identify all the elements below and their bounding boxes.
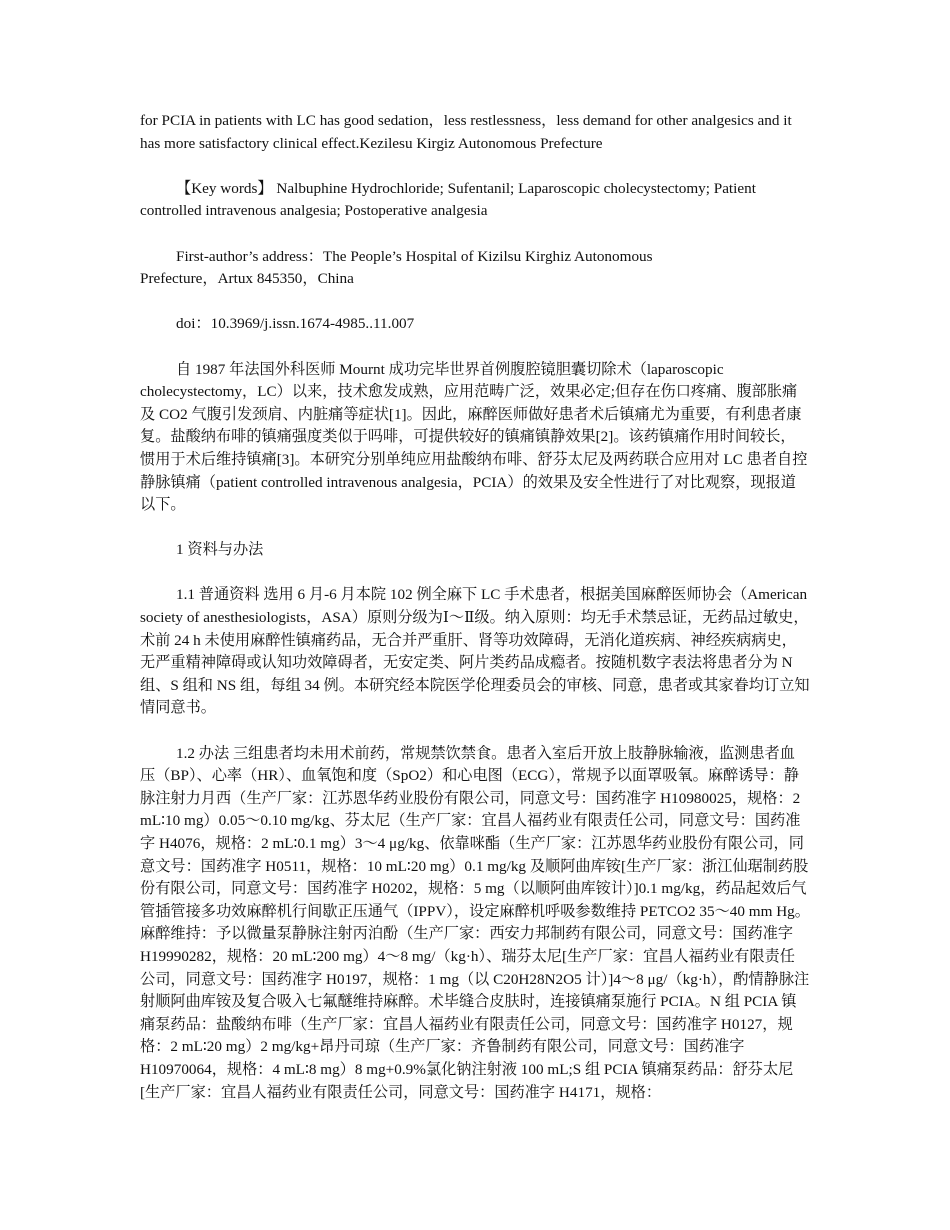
author-address-line-1: First-author’s address：The People’s Hospital of Kizilsu Kirghiz Autonomous — [176, 247, 653, 265]
introduction-paragraph: 自 1987 年法国外科医师 Mournt 成功完毕世界首例腹腔镜胆囊切除术（laparoscopic cholecystectomy，LC）以来，技术愈发成熟，应用范畴广泛，效果必定;但存在伤口疼痛、腹部胀痛及 CO2 气腹引发颈肩、内脏痛等症状[1]。因此，麻醉医师做好患者术后镇痛尤为重要，有利患者康复。盐酸纳布啡的镇痛强度类似于吗啡，可提供较好的镇痛镇静效果[2]。该药镇痛作用时间较长，惯用于术后维持镇痛[3]。本研究分别单纯应用盐酸纳布啡、舒芬太尼及两药联合应用对 LC 患者自控静脉镇痛（patient controlled intravenous analgesia，PCIA）的效果及安全性进行了对比观察，现报道以下。 — [140, 360, 808, 514]
section-1-2-paragraph: 1.2 办法 三组患者均未用术前药，常规禁饮禁食。患者入室后开放上肢静脉输液，监测患者血压（BP）、心率（HR）、血氧饱和度（SpO2）和心电图（ECG），常规予以面罩吸氧。麻醉诱导：静脉注射力月西（生产厂家：江苏恩华药业股份有限公司，同意文号：国药准字 H10980025，规格：2 mL∶10 mg）0.05～0.10 mg/kg、芬太尼（生产厂家：宜昌人福药业有限责任公司，同意文号：国药准字 H4076，规格：2 mL∶0.1 mg）3～4 μg/kg、依靠咪酯（生产厂家：江苏恩华药业股份有限公司，同意文号：国药准字 H0511，规格：10 mL∶20 mg）0.1 mg/kg 及顺阿曲库铵[生产厂家：浙江仙琚制药股份有限公司，同意文号：国药准字 H0202，规格：5 mg（以顺阿曲库铵计）]0.1 mg/kg，药品起效后气管插管接多功效麻醉机行间歇正压通气（IPPV），设定麻醉机呼吸参数维持 PETCO2 35～40 mm Hg。麻醉维持：予以微量泵静脉注射丙泊酚（生产厂家：西安力邦制药有限公司，同意文号：国药准字 H19990282，规格：20 mL∶200 mg）4～8 mg/（kg·h）、瑞芬太尼[生产厂家：宜昌人福药业有限责任公司，同意文号：国药准字 H0197，规格：1 mg（以 C20H28N2O5 计）]4～8 μg/（kg·h），酌情静脉注射顺阿曲库铵及复合吸入七氟醚维持麻醉。术毕缝合皮肤时，连接镇痛泵施行 PCIA。N 组 PCIA 镇痛泵药品：盐酸纳布啡（生产厂家：宜昌人福药业有限责任公司，同意文号：国药准字 H0127，规格：2 mL∶20 mg）2 mg/kg+昂丹司琼（生产厂家：齐鲁制药有限公司，同意文号：国药准字 H10970064，规格：4 mL∶8 mg）8 mg+0.9%氯化钠注射液 100 mL;S 组 PCIA 镇痛泵药品：舒芬太尼[生产厂家：宜昌人福药业有限责任公司，同意文号：国药准字 H4171，规格： — [140, 744, 810, 1101]
keywords-paragraph: 【Key words】 Nalbuphine Hydrochloride; Sufentanil; Laparoscopic cholecystectomy; Patient controlled intravenous analgesia; Postoperative analgesia — [140, 179, 756, 220]
abstract-ending-paragraph: for PCIA in patients with LC has good sedation，less restlessness，less demand for other analgesics and it has more satisfactory clinical effect.Kezilesu Kirgiz Autonomous Prefecture — [140, 112, 792, 152]
section-1-1-paragraph: 1.1 普通资料 选用 6 月-6 月本院 102 例全麻下 LC 手术患者，根据美国麻醉医师协会（American society of anesthesiologists，ASA）原则分级为Ⅰ～Ⅱ级。纳入原则：均无手术禁忌证，无药品过敏史，术前 24 h 未使用麻醉性镇痛药品，无合并严重肝、肾等功效障碍，无消化道疾病、神经疾病病史，无严重精神障碍或认知功效障碍者，无安定类、阿片类药品成瘾者。按随机数字表法将患者分为 N 组、S 组和 NS 组，每组 34 例。本研究经本院医学伦理委员会的审核、同意，患者或其家眷均订立知情同意书。 — [140, 586, 810, 717]
author-address-block — [140, 246, 810, 291]
section-1-heading: 1 资料与办法 — [176, 541, 264, 559]
author-address-line-2: Prefecture，Artux 845350，China — [140, 270, 354, 288]
doi-line: doi：10.3969/j.issn.1674-4985..11.007 — [176, 315, 415, 333]
document-page — [140, 110, 810, 1127]
